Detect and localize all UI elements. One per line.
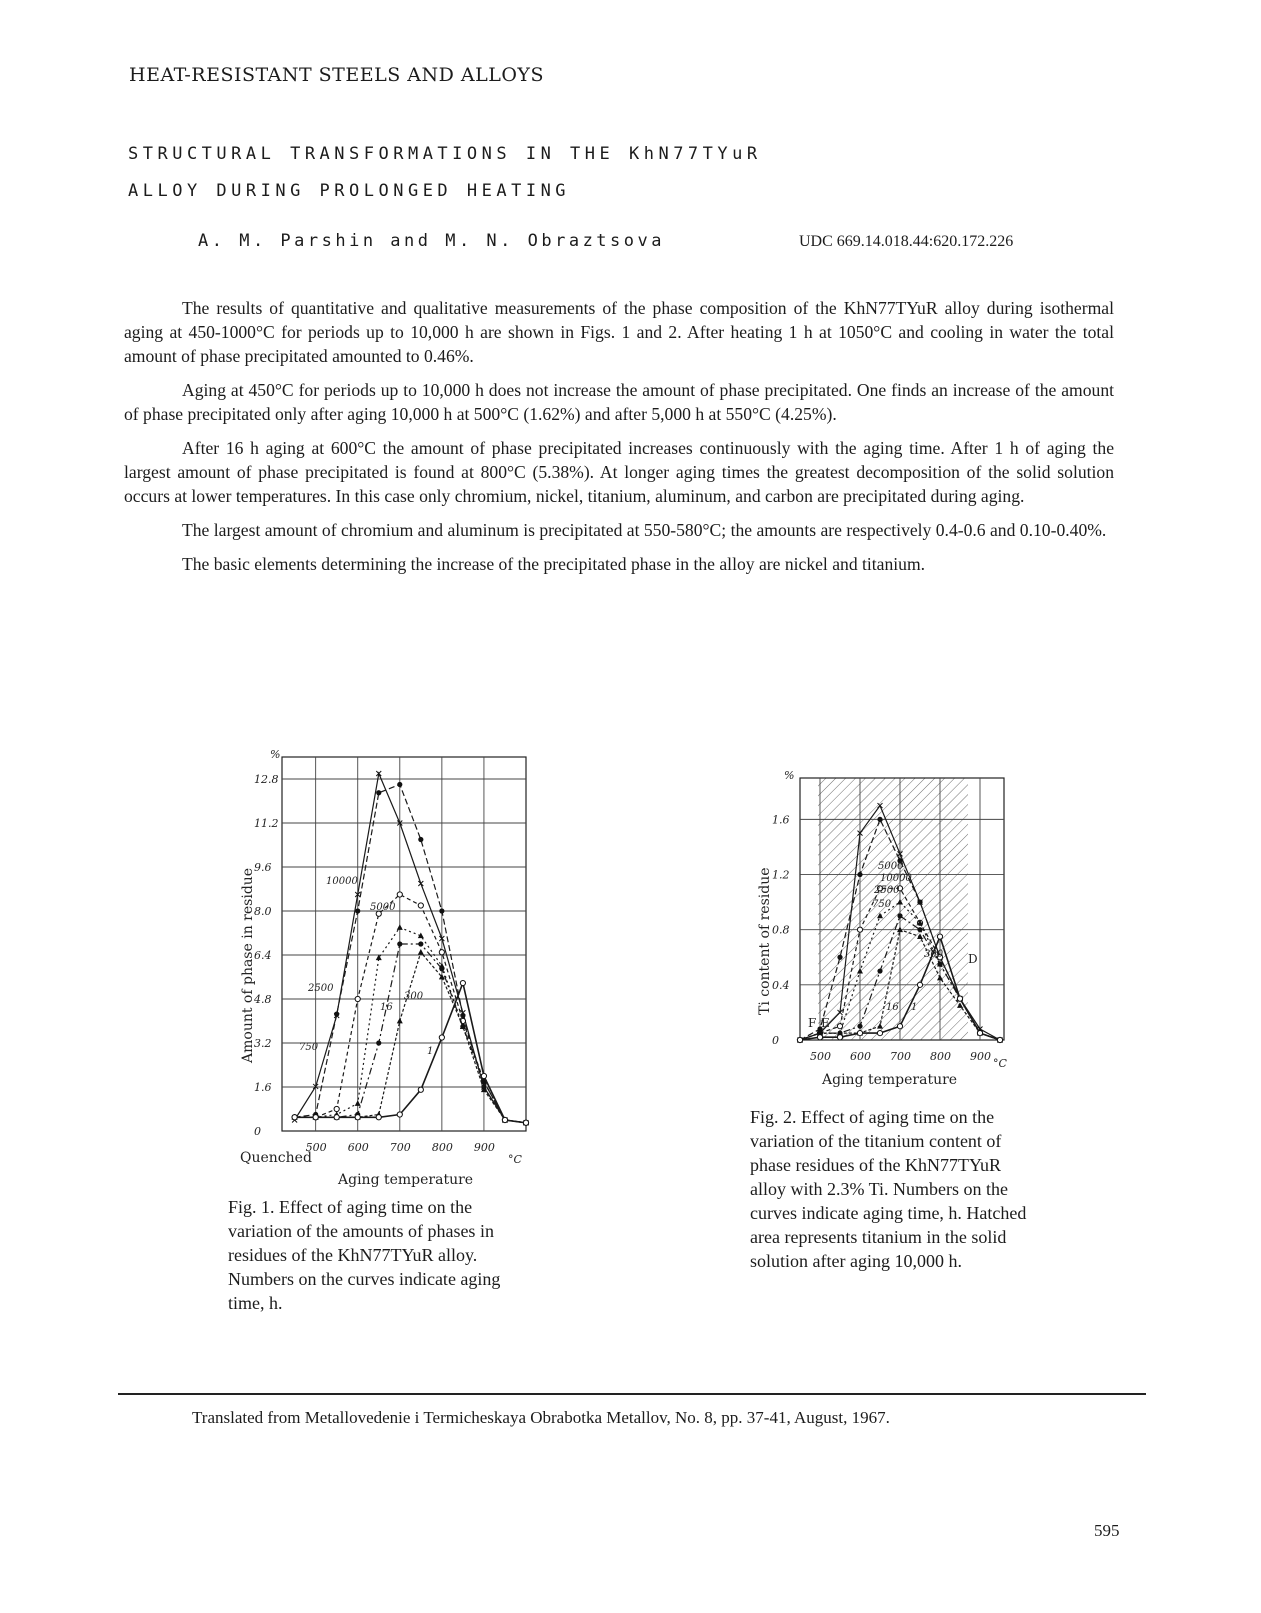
data-point bbox=[355, 908, 360, 913]
data-point bbox=[334, 1012, 339, 1017]
y-tick-label: 4.8 bbox=[254, 993, 272, 1006]
y-tick-label: 11.2 bbox=[254, 817, 279, 830]
series-line-5000 bbox=[295, 785, 526, 1123]
curve-label-2500: 2500 bbox=[874, 885, 900, 896]
curve-label-300: 300 bbox=[924, 949, 944, 960]
data-point bbox=[355, 1115, 360, 1120]
curve-label-1: 1 bbox=[427, 1046, 434, 1057]
data-point bbox=[418, 941, 423, 946]
curve-label-16: 16 bbox=[886, 1002, 899, 1013]
footnote-divider bbox=[118, 1393, 1146, 1395]
authors: A. M. Parshin and M. N. Obraztsova bbox=[198, 231, 665, 251]
paragraph: The results of quantitative and qualitative measurements of the phase composition of the KhN77TYuR alloy during isothermal aging at 450-1000°C for periods up to 10,000 h are shown in Figs. 1 and 2. After heating 1 h at 1050°C and cooling in water the total amount of phase precipitated amounted to 0.46%. bbox=[124, 298, 1114, 366]
fig1-xlabel: Aging temperature bbox=[338, 1172, 474, 1188]
fig1-ticks bbox=[253, 773, 495, 1154]
y-tick-label: 1.6 bbox=[254, 1081, 272, 1094]
y-tick-label: 1.6 bbox=[772, 813, 790, 827]
fig1-unit-x: °C bbox=[508, 1153, 522, 1166]
fig2-hatched-area bbox=[818, 778, 968, 1040]
data-point bbox=[481, 1073, 486, 1078]
data-point bbox=[937, 962, 942, 967]
series-line-16 bbox=[295, 952, 526, 1123]
data-point bbox=[334, 1106, 339, 1111]
data-point bbox=[418, 949, 424, 955]
curve-label-10000: 10000 bbox=[326, 876, 358, 887]
x-tick-label: 500 bbox=[810, 1050, 831, 1063]
data-point bbox=[957, 996, 962, 1001]
data-point bbox=[460, 980, 465, 985]
curve-label-2500: 2500 bbox=[308, 983, 334, 994]
fig2-unit-y: % bbox=[784, 769, 795, 782]
data-point bbox=[355, 1100, 361, 1106]
data-point bbox=[418, 1087, 423, 1092]
data-point bbox=[376, 790, 381, 795]
paragraph: Aging at 450°C for periods up to 10,000 h does not increase the amount of phase precipitated. One finds an increase of the amount of phase precipitated only after aging 10,000 h at 500°C (1.62%) and after 5,000 h at 550°C (4.25%). bbox=[124, 380, 1114, 424]
curve-label-5000: 5000 bbox=[878, 861, 904, 872]
series-line-10000 bbox=[295, 774, 526, 1123]
figure-1-caption: Fig. 1. Effect of aging time on the variation of the amounts of phases in residues of the KhN77TYuR alloy. Numbers on the curves indicate aging time, h. bbox=[228, 1197, 501, 1313]
fig1-unit-y: % bbox=[270, 748, 281, 761]
y-tick-label: 8.0 bbox=[254, 905, 272, 918]
y-tick-label: 0.8 bbox=[772, 923, 790, 937]
x-tick-label: 800 bbox=[930, 1050, 951, 1063]
data-point bbox=[334, 1115, 339, 1120]
figure-2-caption: Fig. 2. Effect of aging time on the variation of the titanium content of phase residues of the KhN77TYuR alloy with 2.3% Ti. Numbers on the curves indicate aging time, h. Hatched area represents titanium in the solid solution after aging 10,000 h. bbox=[750, 1107, 1027, 1271]
data-point bbox=[937, 934, 942, 939]
curve-label-10000: 10000 bbox=[880, 873, 912, 884]
y-tick-label: 9.6 bbox=[254, 861, 272, 874]
data-point bbox=[313, 1115, 318, 1120]
data-point bbox=[797, 1037, 802, 1042]
figure-1-chart bbox=[240, 748, 529, 1188]
series-line-750 bbox=[295, 928, 526, 1123]
point-label-E: E bbox=[821, 1016, 830, 1030]
data-point bbox=[418, 837, 423, 842]
data-point bbox=[376, 1115, 381, 1120]
fig1-quenched-label: Quenched bbox=[240, 1150, 312, 1166]
y-tick-label: 0 bbox=[254, 1125, 261, 1138]
data-point bbox=[917, 900, 922, 905]
figure-2-chart bbox=[757, 769, 1008, 1088]
y-tick-label: 3.2 bbox=[254, 1037, 272, 1050]
x-tick-label: 900 bbox=[473, 1141, 495, 1154]
y-tick-label: 6.4 bbox=[254, 949, 272, 962]
x-tick-label: 800 bbox=[431, 1141, 453, 1154]
data-point bbox=[502, 1117, 507, 1122]
data-point bbox=[997, 1037, 1002, 1042]
x-tick-label: 900 bbox=[970, 1050, 991, 1063]
data-point bbox=[917, 982, 922, 987]
translation-footnote bbox=[118, 1407, 1148, 1429]
data-point bbox=[439, 908, 444, 913]
data-point bbox=[397, 1018, 403, 1024]
data-point bbox=[439, 950, 444, 955]
data-point bbox=[439, 1035, 444, 1040]
curve-label-300: 300 bbox=[404, 991, 424, 1002]
series-line-2500 bbox=[295, 895, 526, 1123]
udc-code: UDC 669.14.018.44:620.172.226 bbox=[799, 233, 1014, 250]
x-tick-label: 500 bbox=[305, 1141, 327, 1154]
data-point bbox=[877, 817, 882, 822]
data-point bbox=[397, 782, 402, 787]
paragraph: The largest amount of chromium and aluminum is precipitated at 550-580°C; the amounts are respectively 0.4-0.6 and 0.10-0.40%. bbox=[182, 520, 1107, 540]
data-point bbox=[977, 1031, 982, 1036]
curve-label-1: 1 bbox=[911, 1002, 918, 1013]
data-point bbox=[917, 927, 922, 932]
page-number: 595 bbox=[1094, 1521, 1120, 1540]
paragraph: The basic elements determining the increase of the precipitated phase in the alloy are nickel and titanium. bbox=[182, 554, 926, 574]
data-point bbox=[817, 1035, 822, 1040]
fig2-unit-x: °C bbox=[993, 1057, 1007, 1070]
paragraph: After 16 h aging at 600°C the amount of phase precipitated increases continuously with the aging time. After 1 h of aging the largest amount of phase precipitated is found at 800°C (5.38%). At longer aging times the greatest decomposition of the solid solution occurs at lower temperatures. In this case only chromium, nickel, titanium, aluminum, and carbon are precipitated during aging. bbox=[124, 438, 1114, 506]
x-tick-label: 600 bbox=[850, 1050, 871, 1063]
data-point bbox=[837, 1035, 842, 1040]
curve-label-5000: 5000 bbox=[370, 902, 396, 913]
data-point bbox=[857, 1031, 862, 1036]
x-tick-label: 700 bbox=[389, 1141, 411, 1154]
data-point bbox=[523, 1120, 528, 1125]
point-label-D: D bbox=[968, 952, 978, 966]
y-tick-label: 12.8 bbox=[254, 773, 279, 786]
point-label-F: F bbox=[808, 1016, 817, 1030]
data-point bbox=[877, 1031, 882, 1036]
data-point bbox=[857, 872, 862, 877]
x-tick-label: 700 bbox=[890, 1050, 911, 1063]
y-tick-label: 0 bbox=[772, 1034, 779, 1047]
curve-label-750: 750 bbox=[872, 899, 892, 910]
data-point bbox=[439, 966, 444, 971]
curve-label-750: 750 bbox=[299, 1042, 319, 1053]
fig2-ylabel: Ti content of residue bbox=[757, 867, 773, 1015]
footnote-text: Translated from Metallovedenie i Termicheskaya Obrabotka Metallov, No. 8, pp. 37-41, August, 1967. bbox=[192, 1408, 890, 1427]
data-point bbox=[397, 941, 402, 946]
data-point bbox=[837, 955, 842, 960]
data-point bbox=[397, 892, 402, 897]
data-point bbox=[857, 1024, 862, 1029]
data-point bbox=[376, 1040, 381, 1045]
x-tick-label: 600 bbox=[347, 1141, 369, 1154]
data-point bbox=[292, 1115, 297, 1120]
data-point bbox=[897, 913, 902, 918]
data-point bbox=[857, 927, 862, 932]
fig1-ylabel: Amount of phase in residue bbox=[240, 867, 256, 1063]
article-title-line-2: ALLOY DURING PROLONGED HEATING bbox=[128, 181, 571, 201]
fig2-xlabel: Aging temperature bbox=[822, 1072, 958, 1088]
data-point bbox=[355, 996, 360, 1001]
data-point bbox=[397, 1112, 402, 1117]
fig1-curves bbox=[292, 771, 529, 1125]
series-line-1 bbox=[295, 983, 526, 1123]
article-title-line-1: STRUCTURAL TRANSFORMATIONS IN THE KhN77TYuR bbox=[128, 144, 762, 164]
curve-label-16: 16 bbox=[380, 1002, 393, 1013]
data-point bbox=[877, 968, 882, 973]
section-heading: HEAT-RESISTANT STEELS AND ALLOYS bbox=[129, 64, 544, 86]
data-point bbox=[397, 924, 403, 930]
y-tick-label: 0.4 bbox=[772, 978, 790, 992]
y-tick-label: 1.2 bbox=[772, 868, 790, 882]
data-point bbox=[418, 903, 423, 908]
data-point bbox=[897, 1024, 902, 1029]
